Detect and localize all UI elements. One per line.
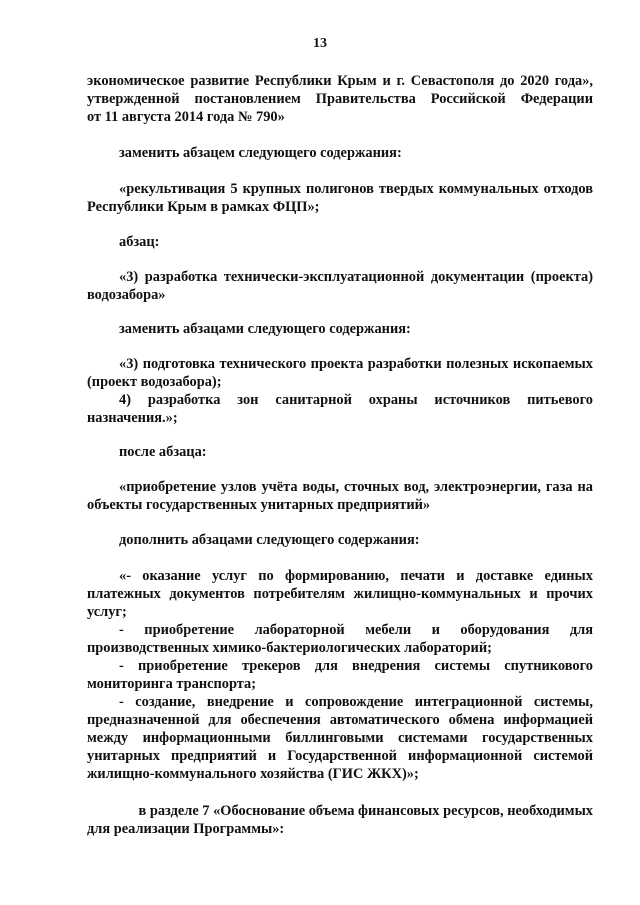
text-line: назначения.»; — [87, 410, 178, 426]
text-line: - создание, внедрение и сопровождение интеграционной системы, — [119, 694, 593, 710]
text-line: экономическое развитие Республики Крым и г. Севастополя до 2020 года», — [87, 73, 593, 89]
text-line: жилищно-коммунального хозяйства (ГИС ЖКХ)»; — [87, 766, 419, 782]
text-line: предназначенной для обеспечения автоматического обмена информацией — [87, 712, 593, 728]
text-line: объекты государственных унитарных предприятий» — [87, 497, 431, 513]
text-line: мониторинга транспорта; — [87, 676, 257, 692]
text-line: «3) подготовка технического проекта разработки полезных ископаемых — [119, 356, 593, 372]
text-line: водозабора» — [87, 287, 166, 303]
text-line: для реализации Программы»: — [87, 821, 285, 837]
text-line: 4) разработка зон санитарной охраны источников питьевого — [119, 392, 593, 408]
text-line: заменить абзацем следующего содержания: — [119, 145, 402, 161]
page-number: 13 — [313, 36, 327, 51]
text-line: после абзаца: — [119, 444, 207, 460]
text-line: - приобретение трекеров для внедрения системы спутникового — [119, 658, 593, 674]
text-line: «рекультивация 5 крупных полигонов твердых коммунальных отходов — [119, 181, 593, 197]
text-line: между информационными биллинговыми системами государственных — [87, 730, 593, 746]
text-line: «приобретение узлов учёта воды, сточных вод, электроэнергии, газа на — [119, 479, 593, 495]
text-line: Республики Крым в рамках ФЦП»; — [87, 199, 320, 215]
text-line: «3) разработка технически-эксплуатационной документации (проекта) — [119, 269, 593, 285]
text-line: от 11 августа 2014 года № 790» — [87, 109, 285, 125]
text-line: производственных химико-бактериологических лабораторий; — [87, 640, 492, 656]
text-line: дополнить абзацами следующего содержания: — [119, 532, 420, 548]
text-line: в разделе 7 «Обоснование объема финансовых ресурсов, необходимых — [138, 803, 593, 819]
text-line: услуг; — [87, 604, 127, 620]
text-line: платежных документов потребителям жилищно-коммунальных и прочих — [87, 586, 593, 602]
text-line: утвержденной постановлением Правительства Российской Федерации — [87, 91, 593, 107]
text-line: абзац: — [119, 234, 160, 250]
text-line: унитарных предприятий и Государственной информационной системой — [87, 748, 593, 764]
text-line: (проект водозабора); — [87, 374, 222, 390]
text-line: «- оказание услуг по формированию, печати и доставке единых — [119, 568, 593, 584]
text-line: - приобретение лабораторной мебели и оборудования для — [119, 622, 593, 638]
text-line: заменить абзацами следующего содержания: — [119, 321, 411, 337]
